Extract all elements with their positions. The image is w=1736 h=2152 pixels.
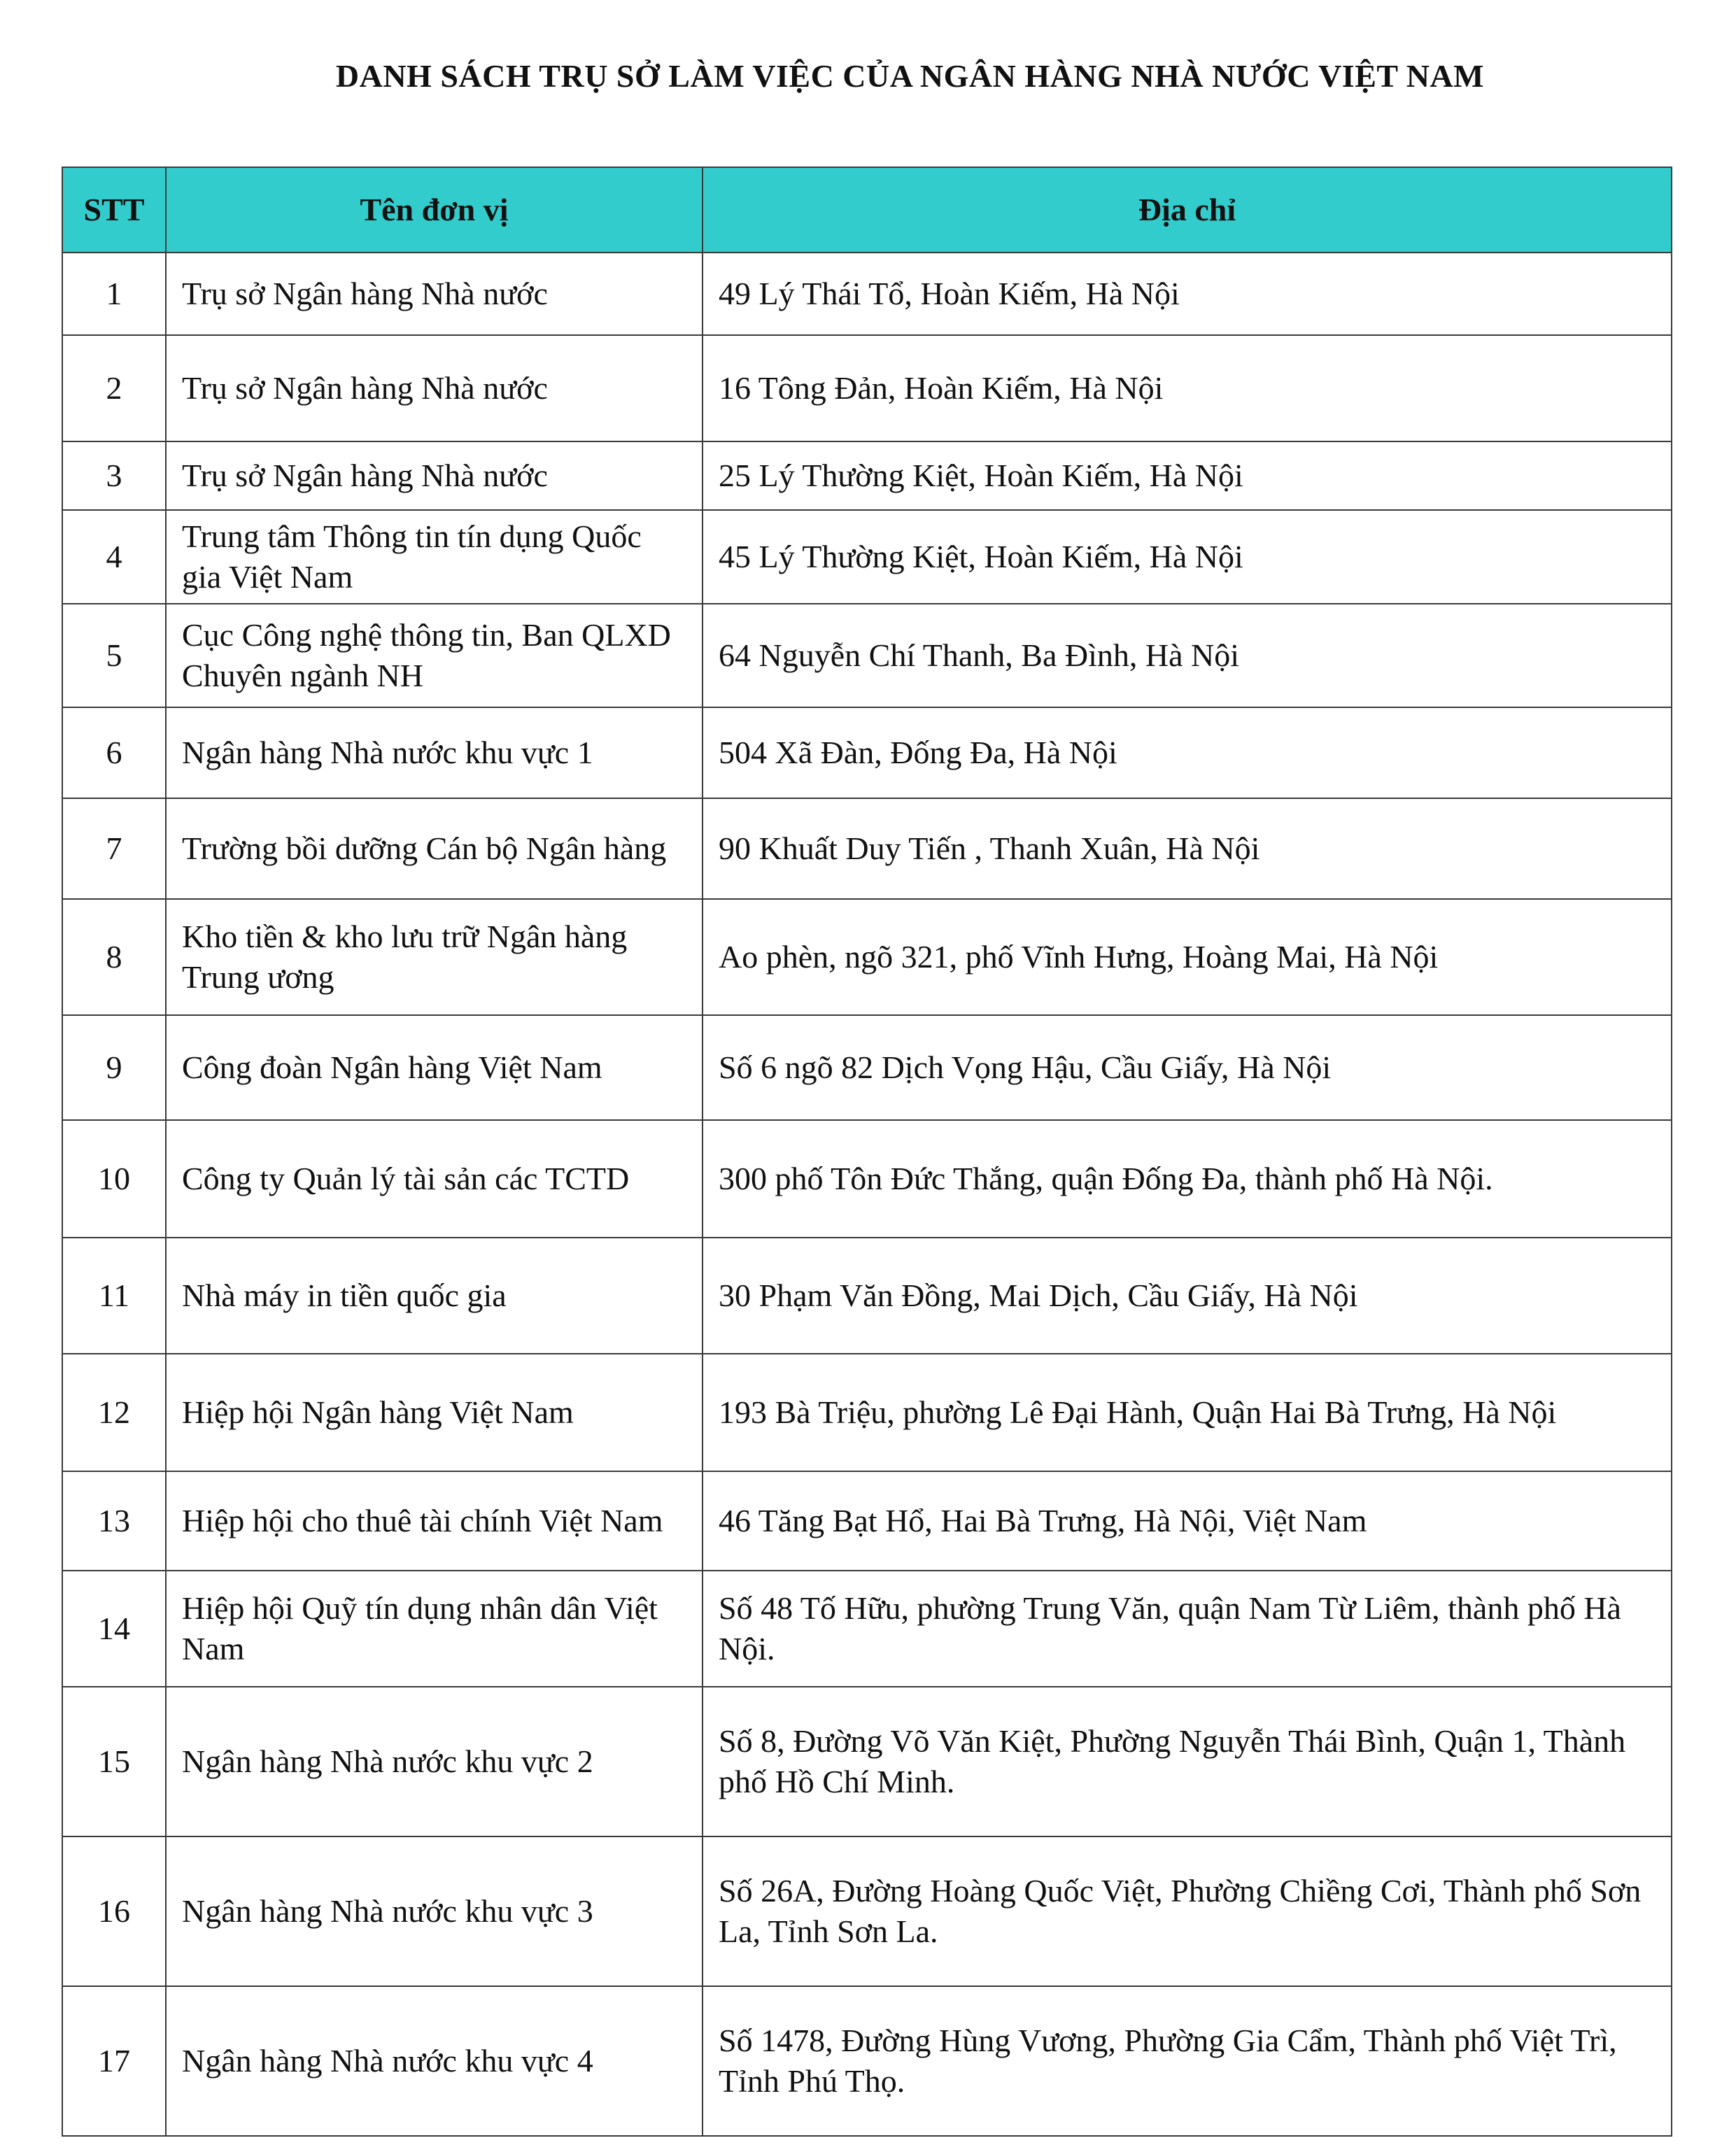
table-row <box>62 1120 1672 1238</box>
table-row <box>62 1354 1672 1471</box>
row-address: 49 Lý Thái Tổ, Hoàn Kiếm, Hà Nội <box>703 253 1672 335</box>
header-address: Địa chỉ <box>703 167 1672 253</box>
row-stt: 4 <box>62 510 166 604</box>
headquarters-table <box>62 167 1672 2137</box>
row-address: 25 Lý Thường Kiệt, Hoàn Kiếm, Hà Nội <box>703 441 1672 510</box>
row-stt: 11 <box>62 1238 166 1354</box>
page-title: DANH SÁCH TRỤ SỞ LÀM VIỆC CỦA NGÂN HÀNG NHÀ NƯỚC VIỆT NAM <box>335 58 1485 94</box>
row-address: Ao phèn, ngõ 321, phố Vĩnh Hưng, Hoàng Mai, Hà Nội <box>703 899 1672 1015</box>
table-row <box>62 441 1672 510</box>
row-unit-name: Ngân hàng Nhà nước khu vực 3 <box>166 1836 703 1986</box>
row-address: 300 phố Tôn Đức Thắng, quận Đống Đa, thành phố Hà Nội. <box>703 1120 1672 1238</box>
row-unit-name: Hiệp hội Ngân hàng Việt Nam <box>166 1354 703 1471</box>
row-unit-name: Ngân hàng Nhà nước khu vực 4 <box>166 1986 703 2136</box>
row-stt: 14 <box>62 1571 166 1687</box>
row-stt: 16 <box>62 1836 166 1986</box>
table-row <box>62 253 1672 335</box>
row-address: 193 Bà Triệu, phường Lê Đại Hành, Quận Hai Bà Trưng, Hà Nội <box>703 1354 1672 1471</box>
table-row <box>62 1836 1672 1986</box>
table-row <box>62 1015 1672 1120</box>
header-stt: STT <box>62 167 166 253</box>
row-unit-name: Trụ sở Ngân hàng Nhà nước <box>166 441 703 510</box>
row-unit-name: Ngân hàng Nhà nước khu vực 1 <box>166 707 703 798</box>
table-row <box>62 899 1672 1015</box>
row-unit-name: Trụ sở Ngân hàng Nhà nước <box>166 335 703 441</box>
row-stt: 7 <box>62 798 166 899</box>
row-address: 504 Xã Đàn, Đống Đa, Hà Nội <box>703 707 1672 798</box>
row-address: 30 Phạm Văn Đồng, Mai Dịch, Cầu Giấy, Hà Nội <box>703 1238 1672 1354</box>
table-row <box>62 510 1672 604</box>
row-address: Số 8, Đường Võ Văn Kiệt, Phường Nguyễn Thái Bình, Quận 1, Thành phố Hồ Chí Minh. <box>703 1687 1672 1836</box>
row-stt: 3 <box>62 441 166 510</box>
row-stt: 9 <box>62 1015 166 1120</box>
row-unit-name: Hiệp hội cho thuê tài chính Việt Nam <box>166 1471 703 1571</box>
row-stt: 12 <box>62 1354 166 1471</box>
row-unit-name: Kho tiền & kho lưu trữ Ngân hàng Trung ương <box>166 899 703 1015</box>
row-stt: 8 <box>62 899 166 1015</box>
row-stt: 6 <box>62 707 166 798</box>
table-row <box>62 1687 1672 1836</box>
table-row <box>62 1986 1672 2136</box>
row-unit-name: Trụ sở Ngân hàng Nhà nước <box>166 253 703 335</box>
table-row <box>62 707 1672 798</box>
table-row <box>62 604 1672 707</box>
row-stt: 15 <box>62 1687 166 1836</box>
row-unit-name: Công ty Quản lý tài sản các TCTD <box>166 1120 703 1238</box>
row-stt: 2 <box>62 335 166 441</box>
table-row <box>62 798 1672 899</box>
row-stt: 1 <box>62 253 166 335</box>
row-address: Số 1478, Đường Hùng Vương, Phường Gia Cẩm, Thành phố Việt Trì, Tỉnh Phú Thọ. <box>703 1986 1672 2136</box>
row-address: 64 Nguyễn Chí Thanh, Ba Đình, Hà Nội <box>703 604 1672 707</box>
row-address: Số 6 ngõ 82 Dịch Vọng Hậu, Cầu Giấy, Hà Nội <box>703 1015 1672 1120</box>
table-row <box>62 1238 1672 1354</box>
table-header-row <box>62 167 1672 253</box>
row-unit-name: Hiệp hội Quỹ tín dụng nhân dân Việt Nam <box>166 1571 703 1687</box>
row-unit-name: Cục Công nghệ thông tin, Ban QLXD Chuyên ngành NH <box>166 604 703 707</box>
header-unit-name: Tên đơn vị <box>166 167 703 253</box>
table-row <box>62 1471 1672 1571</box>
row-address: 45 Lý Thường Kiệt, Hoàn Kiếm, Hà Nội <box>703 510 1672 604</box>
row-stt: 5 <box>62 604 166 707</box>
row-stt: 13 <box>62 1471 166 1571</box>
table-row <box>62 1571 1672 1687</box>
row-address: 46 Tăng Bạt Hổ, Hai Bà Trưng, Hà Nội, Việt Nam <box>703 1471 1672 1571</box>
row-unit-name: Ngân hàng Nhà nước khu vực 2 <box>166 1687 703 1836</box>
row-address: 90 Khuất Duy Tiến , Thanh Xuân, Hà Nội <box>703 798 1672 899</box>
row-unit-name: Công đoàn Ngân hàng Việt Nam <box>166 1015 703 1120</box>
row-address: 16 Tông Đản, Hoàn Kiếm, Hà Nội <box>703 335 1672 441</box>
table-body <box>62 253 1672 2136</box>
row-address: Số 26A, Đường Hoàng Quốc Việt, Phường Chiềng Cơi, Thành phố Sơn La, Tỉnh Sơn La. <box>703 1836 1672 1986</box>
row-stt: 10 <box>62 1120 166 1238</box>
row-unit-name: Trung tâm Thông tin tín dụng Quốc gia Việt Nam <box>166 510 703 604</box>
table-row <box>62 335 1672 441</box>
row-stt: 17 <box>62 1986 166 2136</box>
row-unit-name: Trường bồi dưỡng Cán bộ Ngân hàng <box>166 798 703 899</box>
row-address: Số 48 Tố Hữu, phường Trung Văn, quận Nam Từ Liêm, thành phố Hà Nội. <box>703 1571 1672 1687</box>
row-unit-name: Nhà máy in tiền quốc gia <box>166 1238 703 1354</box>
